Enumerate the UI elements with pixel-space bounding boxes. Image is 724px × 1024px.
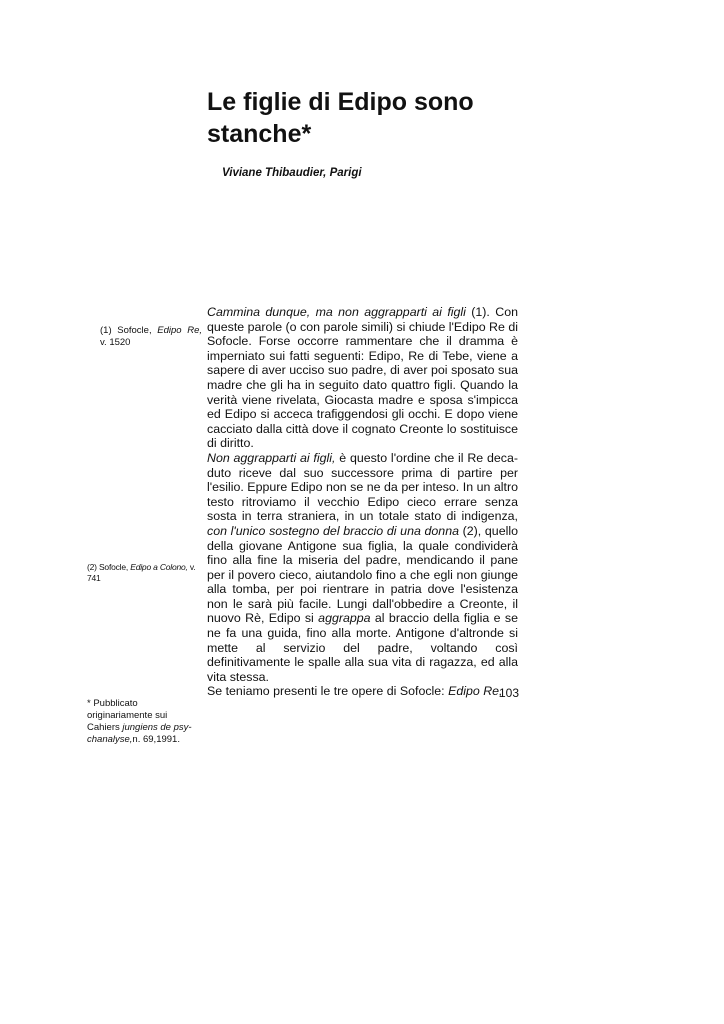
footnote-publication: * Pubblicato originariamente sui Cahiers jungiens de psychanalyse,n. 69,1991.: [87, 698, 192, 745]
article-title: Le figlie di Edipo sono stanche*: [207, 88, 474, 148]
paragraph-3: Se teniamo presenti le tre opere di Sofocle: Edipo Re,: [207, 684, 503, 699]
footnote-2: (2) Sofocle, Edipo a Colono, v. 741: [87, 562, 196, 583]
paragraph-1: Cammina dunque, ma non aggrapparti ai figli (1). Con queste parole (o con parole simili) si chiude l'Edipo Re di Sofocle. Forse occorre rammentare che il dramma è imperniato sui fatti seguenti: Edipo, Re di Tebe, viene a sapere di aver ucciso suo padre, di aver poi sposato sua madre che gli ha in seguito dato quattro figli. Quando la verità viene rivelata, Giocasta madre e sposa s'impicca ed Edipo si acceca trafiggendosi gli occhi. E dopo viene cacciato dalla città dove il cognato Creonte lo sostituisce di diritto.: [207, 305, 518, 451]
article-body: [207, 305, 518, 699]
paragraph-2: Non aggrapparti ai figli, è questo l'ordine che il Re decaduto riceve dal suo successore prima di partire per l'esilio. Eppure Edipo non se ne da per inteso. In un altro testo ritroviamo il vecchio Edipo cieco errare senza sosta in terra straniera, in un totale stato di indigenza, con l'unico sostegno del braccio di una donna (2), quello della giovane Antigone sua figlia, la quale condividerà fino alla fine la miseria del padre, mendicando il pane per il povero cieco, aiutandolo fino a che egli non giunge alla tomba, per poi rientrare in patria dove l'esistenza non le sarà più facile. Lungi dall'obbedire a Creonte, il nuovo Rè, Edipo si aggrappa al braccio della figlia e se ne fa una guida, fino alla morte. Antigone d'altronde si mette al servizio del padre, voltando così definitivamente le spalle alla sua vita di ragazza, ed alla vita stessa.: [207, 450, 518, 684]
footnote-1: (1) Sofocle, Edipo Re, v. 1520: [100, 325, 202, 348]
author-line: Viviane Thibaudier, Parigi: [222, 167, 362, 179]
page-number: 103: [498, 686, 519, 700]
